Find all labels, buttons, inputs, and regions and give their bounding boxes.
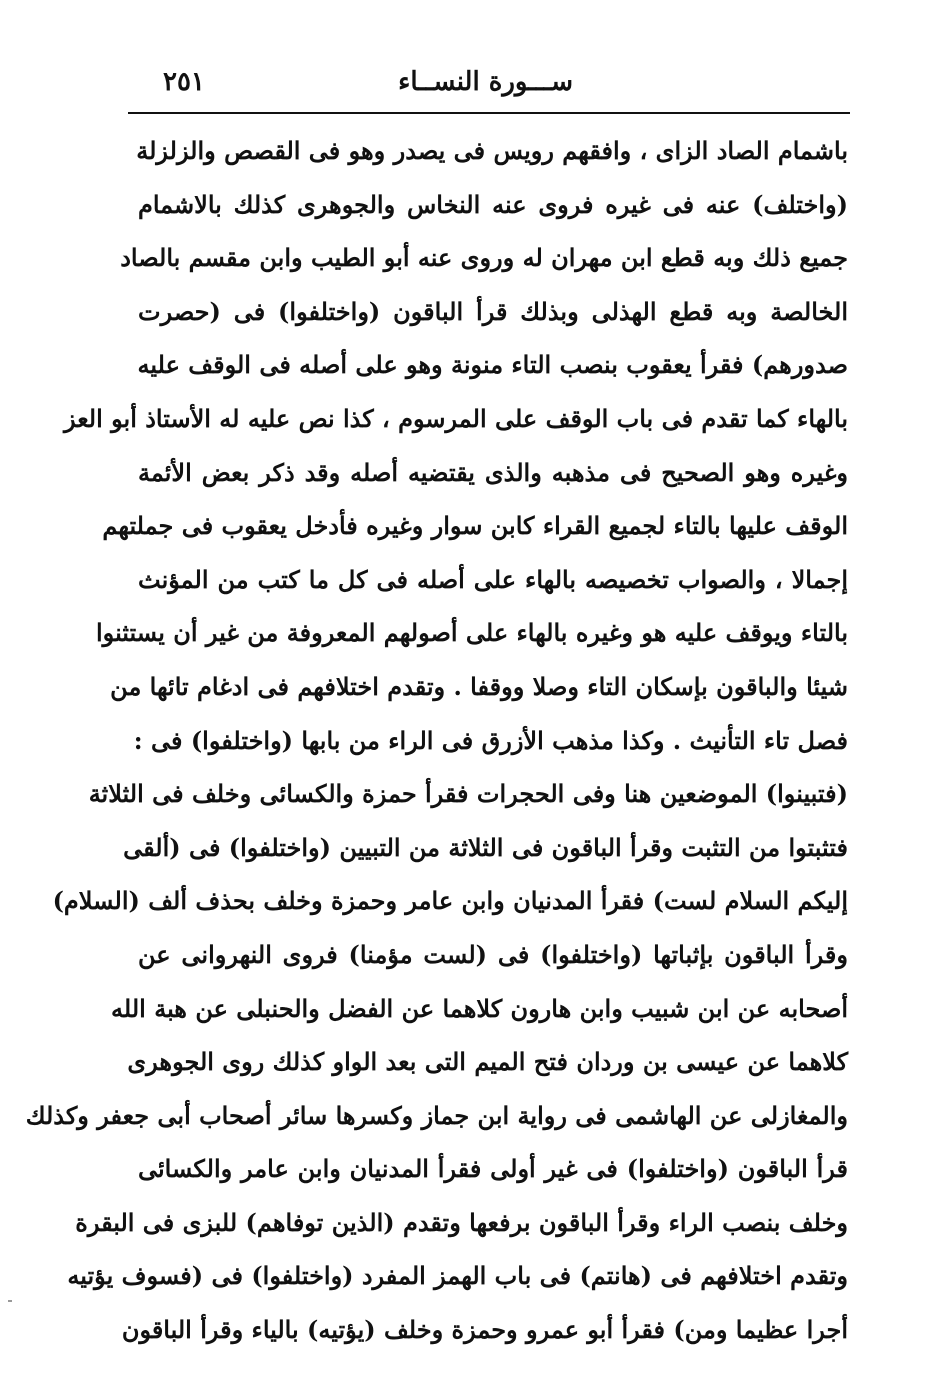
text-line: بالتاء ويوقف عليه هو وغيره بالهاء على أصولهم المعروفة من غير أن يستثنوا: [96, 618, 848, 648]
text-line: الخالصة وبه قطع الهذلى وبذلك قرأ الباقون (واختلفوا) فى (حصرت: [138, 296, 848, 326]
surah-title: ســـورة النســاء: [398, 67, 573, 97]
text-line: إليكم السلام لست) فقرأ المدنيان وابن عامر وحمزة وخلف بحذف ألف (السلام): [52, 886, 848, 916]
header-divider: [128, 112, 850, 114]
text-line: جميع ذلك وبه قطع ابن مهران له وروى عنه أبو الطيب وابن مقسم بالصاد: [120, 243, 848, 273]
text-line: قرأ الباقون (واختلفوا) فى غير أولى فقرأ المدنيان وابن عامر والكسائى: [138, 1154, 848, 1184]
text-line: وقرأ الباقون بإثباتها (واختلفوا) فى (لست مؤمنا) فروى النهروانى عن: [138, 939, 848, 969]
text-line: فتثبتوا من التثبت وقرأ الباقون فى الثلاثة من التبيين (واختلفوا) فى (ألقى: [123, 832, 848, 862]
text-line: فصل تاء التأنيث . وكذا مذهب الأزرق فى الراء من بابها (واختلفوا) فى :: [133, 725, 848, 755]
page-number: ٢٥١: [163, 67, 205, 97]
text-line: الوقف عليها بالتاء لجميع القراء كابن سوار وغيره فأدخل يعقوب فى جملتهم: [102, 511, 848, 541]
text-line: وتقدم اختلافهم فى (هانتم) فى باب الهمز المفرد (واختلفوا) فى (فسوف يؤتيه: [67, 1261, 848, 1291]
text-line: كلاهما عن عيسى بن وردان فتح الميم التى بعد الواو كذلك روى الجوهرى: [127, 1047, 848, 1077]
body-text: [25, 124, 849, 1357]
text-line: باشمام الصاد الزاى ، وافقهم رويس فى يصدر وهو فى القصص والزلزلة: [136, 136, 848, 165]
running-header: [128, 62, 828, 102]
text-line: وخلف بنصب الراء وقرأ الباقون برفعها وتقدم (الذين توفاهم) للبزى فى البقرة: [75, 1207, 848, 1237]
text-line: شيئا والباقون بإسكان التاء وصلا ووقفا . وتقدم اختلافهم فى ادغام تائها من: [110, 671, 848, 701]
text-line: أجرا عظيما ومن) فقرأ أبو عمرو وحمزة وخلف (يؤتيه) بالياء وقرأ الباقون: [121, 1315, 848, 1345]
text-line: أصحابه عن ابن شبيب وابن هارون كلاهما عن الفضل والحنبلى عن هبة الله: [111, 993, 848, 1023]
text-line: (واختلف) عنه فى غيره فروى عنه النخاس والجوهرى كذلك بالاشمام: [138, 189, 848, 219]
text-line: إجمالا ، والصواب تخصيصه بالهاء على أصله فى كل ما كتب من المؤنث: [138, 564, 848, 594]
text-line: بالهاء كما تقدم فى باب الوقف على المرسوم ، كذا نص عليه له الأستاذ أبو العز: [63, 403, 848, 433]
text-line: وغيره وهو الصحيح فى مذهبه والذى يقتضيه أصله وقد ذكر بعض الأئمة: [138, 457, 849, 487]
text-line: والمغازلى عن الهاشمى فى رواية ابن جماز وكسرها سائر أصحاب أبى جعفر وكذلك: [25, 1100, 848, 1130]
scan-edge-mark: [8, 1300, 12, 1302]
text-line: (فتبينوا) الموضعين هنا وفى الحجرات فقرأ حمزة والكسائى وخلف فى الثلاثة: [88, 779, 848, 809]
text-line: صدورهم) فقرأ يعقوب بنصب التاء منونة وهو على أصله فى الوقف عليه: [137, 350, 848, 380]
